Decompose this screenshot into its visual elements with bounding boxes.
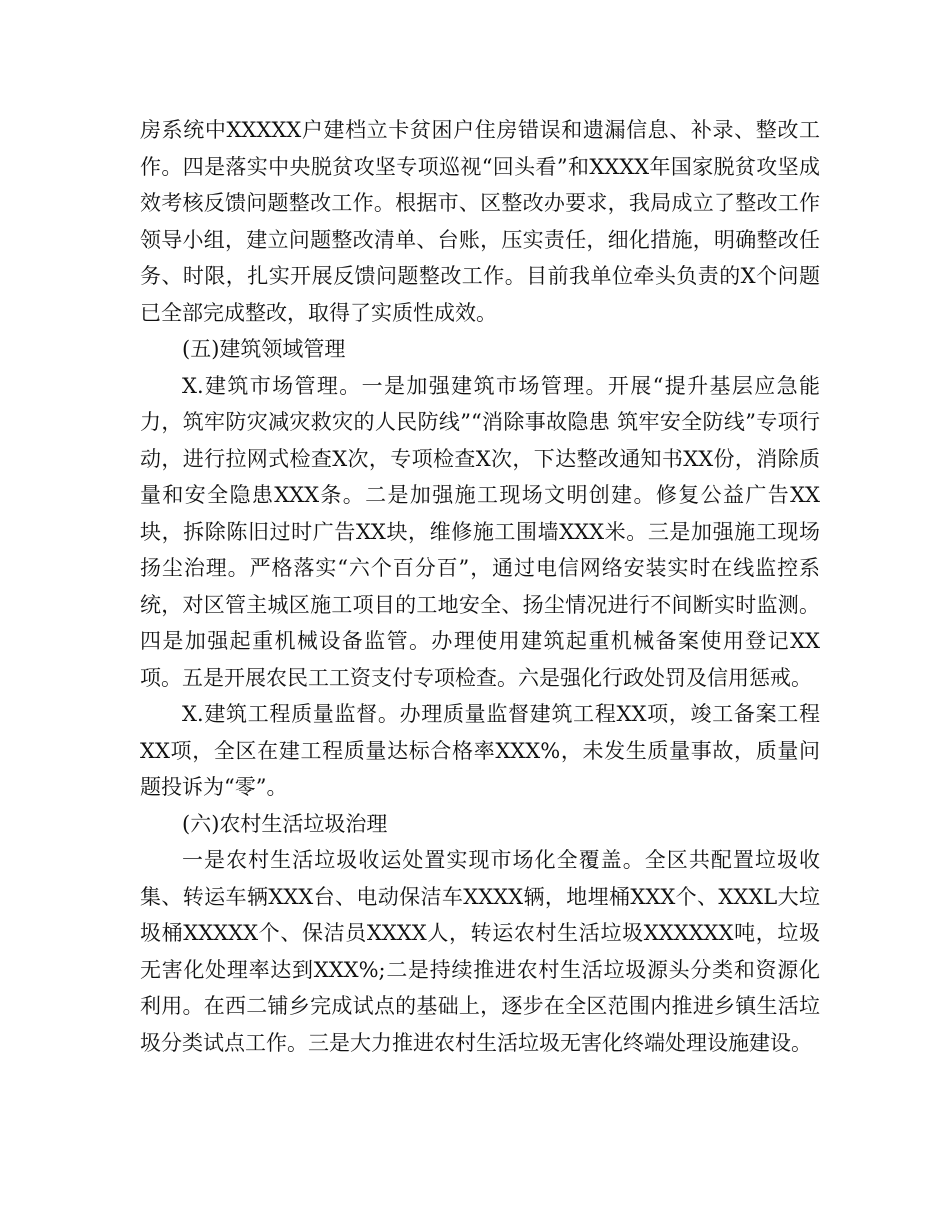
paragraph-rural-garbage: 一是农村生活垃圾收运处置实现市场化全覆盖。全区共配置垃圾收集、转运车辆XXX台、电动保洁车XXXX辆，地埋桶XXX个、XXXL大垃圾桶XXXXX个、保洁员XXXX人，转运农村生活垃圾XXXXXX吨，垃圾无害化处理率达到XXX%;二是持续推进农村生活垃圾源头分类和资源化利用。在西二铺乡完成试点的基础上，逐步在全区范围内推进乡镇生活垃圾分类试点工作。三是大力推进农村生活垃圾无害化终端处理设施建设。 <box>140 848 820 1055</box>
paragraph-quality-supervision: X.建筑工程质量监督。办理质量监督建筑工程XX项，竣工备案工程XX项，全区在建工程质量达标合格率XXX%，未发生质量事故，质量问题投诉为“零”。 <box>140 702 820 799</box>
section-heading-construction: (五)建筑领域管理 <box>182 337 346 361</box>
paragraph-construction-market: X.建筑市场管理。一是加强建筑市场管理。开展“提升基层应急能力，筑牢防灾减灾救灾的人民防线”“消除事故隐患 筑牢安全防线”专项行动，进行拉网式检查X次，专项检查X次，下达整改通知书XX份，消除质量和安全隐患XXX条。二是加强施工现场文明创建。修复公益广告XX块，拆除陈旧过时广告XX块，维修施工围墙XXX米。三是加强施工现场扬尘治理。严格落实“六个百分百”，通过电信网络安装实时在线监控系统，对区管主城区施工项目的工地安全、扬尘情况进行不间断实时监测。四是加强起重机械设备监管。办理使用建筑起重机械备案使用登记XX项。五是开展农民工工资支付专项检查。六是强化行政处罚及信用惩戒。 <box>140 373 820 690</box>
section-heading-rural-garbage: (六)农村生活垃圾治理 <box>182 811 388 836</box>
paragraph-continuation: 房系统中XXXXX户建档立卡贫困户住房错误和遗漏信息、补录、整改工作。四是落实中央脱贫攻坚专项巡视“回头看”和XXXX年国家脱贫攻坚成效考核反馈问题整改工作。根据市、区整改办要求，我局成立了整改工作领导小组，建立问题整改清单、台账，压实责任，细化措施，明确整改任务、时限，扎实开展反馈问题整改工作。目前我单位牵头负责的X个问题已全部完成整改，取得了实质性成效。 <box>140 118 820 325</box>
document-body <box>140 112 820 1061</box>
